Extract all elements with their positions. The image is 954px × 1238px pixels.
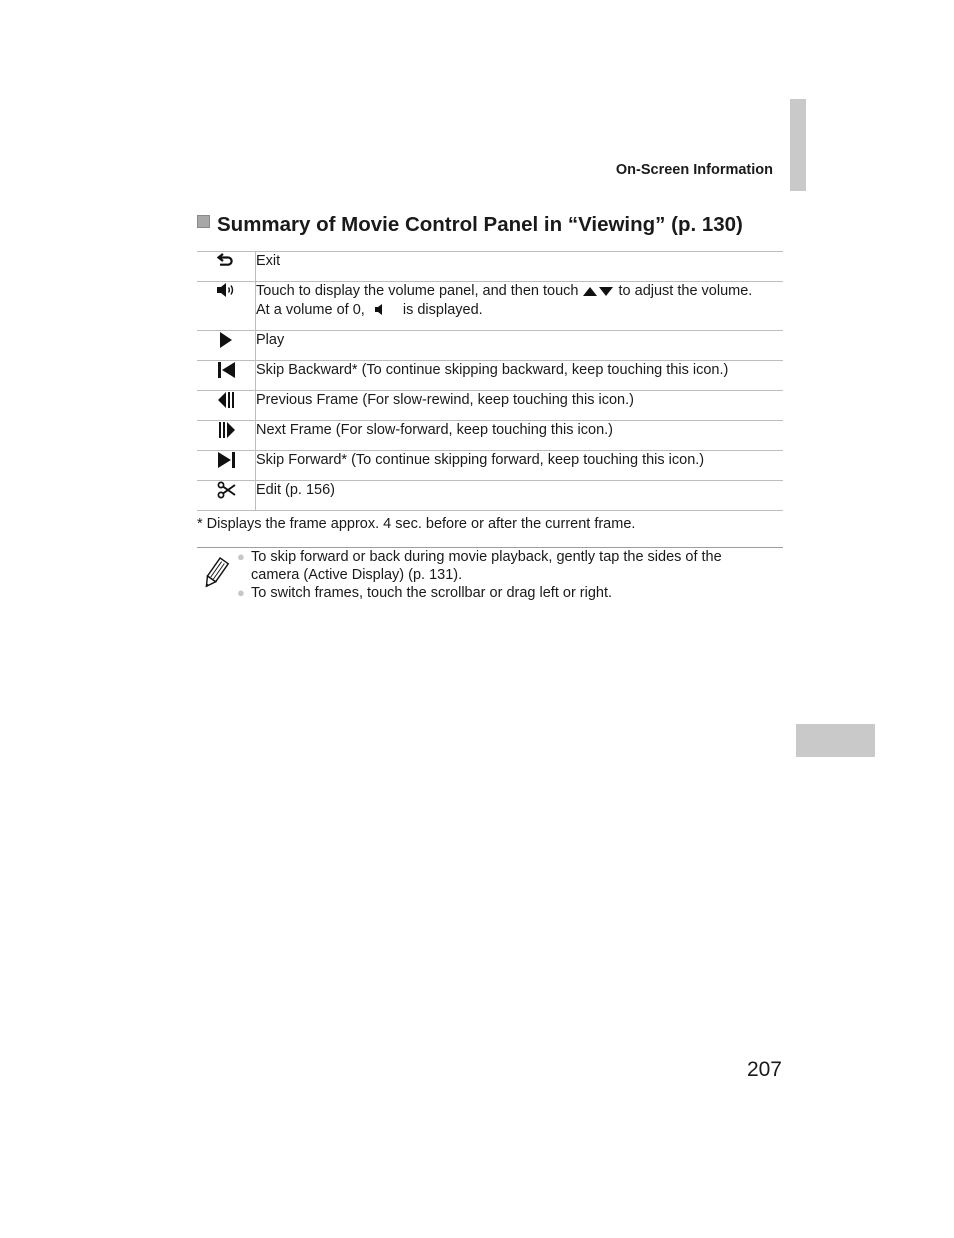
movie-control-table: [197, 251, 783, 511]
notes-list: [237, 548, 767, 602]
table-row: [197, 252, 783, 282]
control-label: Edit (p. 156): [256, 482, 335, 498]
table-row: [197, 421, 783, 451]
previous-frame-icon: [197, 391, 256, 421]
control-label: Play: [256, 332, 285, 348]
table-row: [197, 391, 783, 421]
volume-line-2: At a volume of 0, is displayed.: [256, 302, 483, 318]
section-title: [197, 213, 743, 237]
skip-backward-icon: [197, 361, 256, 391]
running-head: On-Screen Information: [615, 162, 773, 178]
table-row: [197, 331, 783, 361]
table-row: [197, 451, 783, 481]
list-item: ● To skip forward or back during movie playback, gently tap the sides of the camera (Active Display) (p. 131).: [237, 549, 722, 583]
bullet-icon: ●: [237, 549, 245, 564]
scissors-edit-icon: [197, 481, 256, 511]
section-title-text: Summary of Movie Control Panel in “Viewing” (p. 130): [217, 213, 743, 236]
table-row: [197, 282, 783, 331]
footnote: * Displays the frame approx. 4 sec. before or after the current frame.: [197, 516, 636, 532]
section-marker-icon: [197, 215, 210, 228]
bullet-icon: ●: [237, 585, 245, 600]
control-label: Skip Forward* (To continue skipping forward, keep touching this icon.): [256, 452, 705, 468]
up-down-arrows-icon: [582, 286, 614, 297]
play-icon: [197, 331, 256, 361]
table-row: [197, 361, 783, 391]
control-label: Previous Frame (For slow-rewind, keep touching this icon.): [256, 392, 634, 408]
exit-arrow-icon: [197, 252, 256, 282]
list-item: ● To switch frames, touch the scrollbar or drag left or right.: [237, 585, 613, 601]
control-label: Exit: [256, 253, 281, 269]
skip-forward-icon: [197, 451, 256, 481]
control-label: Skip Backward* (To continue skipping backward, keep touching this icon.): [256, 362, 729, 378]
muted-speaker-icon: [369, 302, 399, 316]
table-row: [197, 481, 783, 511]
control-label-volume: [256, 282, 784, 331]
side-tab-chapter: [796, 724, 875, 757]
pencil-note-icon: [200, 557, 230, 591]
page-number: 207: [746, 1058, 782, 1081]
speaker-volume-icon: [197, 282, 256, 331]
next-frame-icon: [197, 421, 256, 451]
control-label: Next Frame (For slow-forward, keep touching this icon.): [256, 422, 613, 438]
side-tab-top: [790, 99, 806, 191]
volume-line-1: Touch to display the volume panel, and then touch to adjust the volume.: [256, 283, 753, 299]
